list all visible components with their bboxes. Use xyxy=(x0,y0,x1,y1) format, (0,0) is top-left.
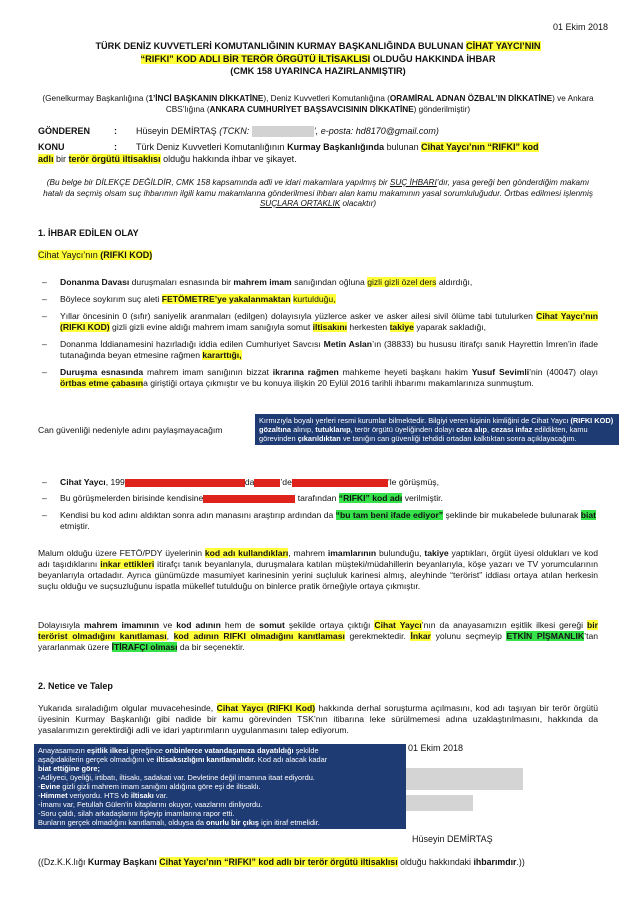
subject-text: olduğu hakkında ihbar ve şikayet. xyxy=(160,153,297,164)
subject-person-cont: adlı xyxy=(38,153,54,164)
bullet-highlight: Cihat Yaycı’nın (RIFKI KOD) xyxy=(60,311,598,332)
redacted-red xyxy=(203,495,295,503)
sender-colon: : xyxy=(114,126,117,136)
paragraph-conclusion xyxy=(38,620,598,653)
bullet-text: Yusuf Sevimli xyxy=(471,367,530,377)
paragraph-text: imamlarının xyxy=(327,548,377,558)
paragraph-text: gerekmektedir. xyxy=(344,631,411,641)
bullet-text: da xyxy=(244,477,255,487)
paragraph-highlight-green: İTİRAFÇI olması xyxy=(111,642,178,652)
bullet-text: ikrarına rağmen xyxy=(272,367,339,377)
title-line-3: (CMK 158 UYARINCA HAZIRLANMIŞTIR) xyxy=(230,66,406,77)
redacted-signature xyxy=(403,768,523,790)
paragraph-text: itirafçı tanık beyanlarıyla, duruşmalara katılan müşteki/müdahillerin beyanlarıyla, köşe yazarı ve TV yorumcularının beyanlarıyla ortadadır. Ayrıca günümüzde masumiyet karinesinin yerini suçluluk karinesi almış, aleyhinde “terörist” iddiası ortaya atılan herkesin suçlu olduğu ve suçsuzluğunu ispatla mükellef tutulduğu on binlerce pratik örneğiyle ortaya çıkmıştır. xyxy=(38,559,598,591)
recipients-text: ) gönderilmiştir) xyxy=(413,104,471,114)
sender-row xyxy=(38,126,598,138)
paragraph-text: şekilde ortaya çıktığı xyxy=(284,620,375,630)
note-text: tutuklanıp xyxy=(315,425,351,435)
note-text: -Soru çaldı, silah arkadaşlarını fişleyip imamlarına rapor etti. xyxy=(38,809,235,819)
note-text: -İmamı var, Fetullah Gülen’in kitaplarını okuyor, vaazlarını dinliyordu. xyxy=(38,800,263,810)
bullet-highlight: FETÖMETRE’ye yakalanmaktan xyxy=(161,294,291,304)
bullet-text: şeklinde bir mukabelede bulunarak xyxy=(443,510,581,520)
recipients-text: ) ve Ankara CBS’lığına ( xyxy=(165,94,594,114)
subject-line-2 xyxy=(38,154,598,166)
paragraph-text: mahrem imamının xyxy=(84,620,160,630)
paragraph-highlight: kod adının RIFKI olmadığını kanıtlaması xyxy=(173,631,345,641)
footer-text: Kurmay Başkanı xyxy=(87,857,157,867)
paragraph-highlight: Cihat Yaycı (RIFKI Kod) xyxy=(216,703,316,713)
title-subject-name: CİHAT YAYCI’NIN xyxy=(466,41,541,51)
subject-person-name: Cihat Yaycı’nın xyxy=(38,250,98,260)
note-text: cezası infaz xyxy=(491,425,533,435)
paragraph-text: somut xyxy=(259,620,285,630)
bullet-text: aldırdığı, xyxy=(436,277,473,287)
subject-office: Kurmay Başkanlığında xyxy=(287,142,385,152)
paragraph-text: ve xyxy=(159,620,177,630)
overlay-note-equality xyxy=(34,744,406,829)
bullet-text: Donanma Davası xyxy=(60,277,130,287)
paragraph-highlight: inkar ettikleri xyxy=(100,559,155,569)
paragraph-text: takiye xyxy=(424,548,449,558)
paragraph-text: Dolayısıyla xyxy=(38,620,85,630)
request-paragraph xyxy=(38,703,598,741)
list-item xyxy=(38,493,598,504)
bullet-text: mahrem imam xyxy=(233,277,292,287)
disclaimer xyxy=(38,178,598,210)
recipient-3: ANKARA CUMHURİYET BAŞSAVCISININ DİKKATİNE xyxy=(209,104,414,114)
subject-code-name: (RIFKI KOD) xyxy=(97,250,153,260)
paragraph-text: Yukarıda sıraladığım olgular muvacehesinde, xyxy=(38,703,217,713)
section-1-subject xyxy=(38,250,152,262)
note-text: Evine xyxy=(40,782,61,792)
bullet-text: Duruşma esnasında xyxy=(60,367,144,377)
sender-tckn-label: (TCKN: xyxy=(216,126,252,136)
bullet-text: Donanma İddianamesini hazırladığı iddia edilen Cumhuriyet Savcısı xyxy=(60,339,324,349)
note-text: aşağıdakilerin gerçek olmadığını ve xyxy=(38,755,157,765)
paragraph-text: hakkında derhal soruşturma açılmasını, kod adı taşıyan bir terör örgütü üyesinin Kurmay Başkanlığı gibi nadide bir kamu görevinden TSK’nın itibarına leke sürülmemesi adına uzaklaştırılmasını, hakkında da yasalarımızın gerektirdiği adli ve idari yaptırımların uygulanmasını talep ediyorum. xyxy=(38,703,598,735)
bullet-text: a girişti xyxy=(143,378,171,388)
note-text: iltisaksızlığını kanıtlamalıdır. xyxy=(156,755,256,765)
bullet-text: tarafından xyxy=(295,493,339,503)
note-text: , xyxy=(487,425,492,435)
note-text: - xyxy=(38,782,41,792)
bullet-text: Kendisi bu kod adını aldıktan sonra adın manasını araştırıp ardından da xyxy=(60,510,336,520)
list-item xyxy=(38,477,598,488)
note-text: biat ettiğine göre; xyxy=(38,764,101,774)
subject-text: bulunan xyxy=(384,142,422,152)
title-line-2: OLDUĞU HAKKINDA İHBAR xyxy=(370,53,496,64)
bullet-text: yaparak sakladığı, xyxy=(413,322,487,332)
sender-email: ’, e-posta: hd8170@gmail.com) xyxy=(313,126,439,136)
note-text: Kırmızıyla boyalı yerleri resmi kurumlar bilmektedir. Bilgiyi veren kişinin kimliğini de Cihat Yaycı xyxy=(259,416,571,425)
note-text: edildikten, kamu görevinden xyxy=(259,425,588,444)
redacted-tckn xyxy=(252,126,314,137)
signature-name: Hüseyin DEMİRTAŞ xyxy=(412,834,493,844)
recipient-1: 1’İNCİ BAŞKANIN DİKKATİNE xyxy=(148,94,264,103)
subject-colon: : xyxy=(114,142,117,152)
bullet-highlight: takiye xyxy=(389,322,414,332)
footer-text: .)) xyxy=(516,857,525,867)
subject-text: bir xyxy=(53,153,69,164)
bullet-text: sanığından oğluna xyxy=(291,277,368,287)
sender-label: GÖNDEREN xyxy=(38,126,91,136)
subject-accusation: terör örgütü iltisaklısı xyxy=(68,153,161,164)
section-1-heading: 1. İHBAR EDİLEN OLAY xyxy=(38,228,139,238)
paragraph-highlight: Cihat Yaycı xyxy=(374,620,422,630)
bullet-text: ği ortaya çıkmıştır ve bu konuya ilişkin 20 Eylül 2016 tarihli ihbarımı makamlarınıza sunmuştum. xyxy=(170,378,534,388)
bullet-text: ’de xyxy=(280,477,292,487)
paragraph-highlight: bir terörist olmadığını kanıtlaması xyxy=(38,620,599,641)
bullet-highlight: iltisakını xyxy=(312,322,348,332)
footer-text: ihbarımdır xyxy=(473,857,517,867)
paragraph-text: ’tan yararlanmak üzere xyxy=(38,631,599,652)
paragraph-text: hem de xyxy=(220,620,260,630)
paragraph-highlight: kod adı kullandıkları xyxy=(204,548,289,558)
bullet-highlight: karart xyxy=(202,350,227,360)
note-text: var. xyxy=(153,791,168,801)
disclaimer-text: (Bu belge bir DİLEKÇE DEĞİLDİR, CMK 158 kapsamında adli ve idari makamlara yapılmış bir xyxy=(46,178,390,187)
paragraph-text: ’nın da anayasamızın eşitlik ilkesi gereği xyxy=(421,620,588,630)
note-text: şekilde xyxy=(293,746,319,755)
bullet-highlight: gizli gizli özel ders xyxy=(367,277,437,287)
note-text: -Adliyeci, üyeliği, irtibatı, iltisakı, sadakati var. Devletine değil imamına itaat ediyordu. xyxy=(38,773,315,783)
paragraph-fetö xyxy=(38,548,598,592)
note-text: iltisakı xyxy=(130,791,154,801)
overlay-note-identity xyxy=(255,414,619,445)
bullet-text: Bu görüşmelerden birisinde kendisine xyxy=(60,493,204,503)
bullet-highlight: “RIFKI” kod adı xyxy=(338,493,403,503)
bullet-text: etmiştir. xyxy=(60,521,90,531)
paragraph-text: yolunu seçmeyip xyxy=(431,631,507,641)
note-text: alınıp, xyxy=(291,425,316,435)
recipients xyxy=(38,94,598,115)
note-text: gizli gizli mahrem imam sanığını aldığına göre eşi de iltisaklı. xyxy=(60,782,261,792)
paragraph-highlight-green: ETKİN PİŞMANLIK xyxy=(506,631,585,641)
note-text: veriyordu. HTS vb xyxy=(67,791,131,801)
list-item xyxy=(38,367,598,389)
paragraph-text: , xyxy=(166,631,174,641)
bullet-text: gizli gizli evine aldığı mahrem imam sanığıyla somut xyxy=(109,322,313,332)
paragraph-text: kod adının xyxy=(176,620,221,630)
recipients-text: ), Deniz Kuvvetleri Komutanlığına ( xyxy=(263,94,390,103)
safety-note: Can güvenliği nedeniyle adını paylaşmayacağım xyxy=(38,425,223,435)
recipient-2: ORAMİRAL ADNAN ÖZBAL’IN DİKKATİNE xyxy=(389,94,553,103)
list-item xyxy=(38,311,598,333)
list-item xyxy=(38,277,598,288)
footer-text: olduğu hakkındaki xyxy=(397,857,474,867)
subject-label: KONU xyxy=(38,142,65,152)
paragraph-text: Malum olduğu üzere FETÖ/PDY üyelerinin xyxy=(38,548,205,558)
redacted-red xyxy=(292,479,388,487)
bullet-text: Metin Aslan xyxy=(323,339,373,349)
bullet-text: herkesten xyxy=(347,322,390,332)
paragraph-text: bulunduğu, xyxy=(376,548,425,558)
document-date: 01 Ekim 2018 xyxy=(552,22,608,32)
bullet-text: duruşmaları esnasında bir xyxy=(129,277,234,287)
code-name-list xyxy=(38,477,598,532)
paragraph-text: yaptıkları, örgüt üyesi oldukları ve kod adı taşıdıklarını xyxy=(38,548,598,569)
disclaimer-text: ’dır, yasa gereği ben gönderdiğim makamı hatalı da seçmiş olsam suç ihbarımın ilgili kamu makamlarına gönderilmesi ihbarı alan kamu makamının yasal sorumluluğudur. Örtbas edilmesi işlenmiş xyxy=(43,178,593,198)
bullet-text: mahkeme heyeti başkanı hakim xyxy=(338,367,472,377)
title-line-1: TÜRK DENİZ KUVVETLERİ KOMUTANLIĞININ KURMAY BAŞKANLIĞINDA BULUNAN xyxy=(95,41,466,51)
section-2-heading: 2. Netice ve Talep xyxy=(38,681,113,691)
bullet-text: verilmiştir. xyxy=(402,493,443,503)
bullet-text: ’ın (38833) bu hususu itirafçı sanık Hayrettin İmren’in ifade tutanağında beyan etmesine rağmen xyxy=(60,339,598,360)
list-item xyxy=(38,339,598,361)
bullet-text: mahrem imam sanığının bizzat xyxy=(143,367,273,377)
subject-text: Türk Deniz Kuvvetleri Komutanlığının xyxy=(136,142,288,152)
note-text: (RIFKI KOD) gözaltına xyxy=(259,416,614,435)
footer-line xyxy=(38,857,608,868)
footer-text: ((Dz.K.K.lığı xyxy=(38,857,88,867)
note-text: Kod adı alacak kadar xyxy=(255,755,328,765)
note-text: ve tanığın can güvenliği tehdidi ortadan kalktıktan sonra açıklayacağım. xyxy=(340,434,577,444)
disclaimer-crime-report: SUÇ İHBARI xyxy=(389,178,437,187)
note-text: onbinlerce vatandaşımıza dayatıldığı xyxy=(164,746,294,755)
recipients-text: (Genelkurmay Başkanlığına ( xyxy=(42,94,149,103)
bullet-highlight: tığı, xyxy=(226,350,242,360)
note-text: için itiraf etmelidir. xyxy=(259,818,320,828)
sender-name: Hüseyin DEMİRTAŞ xyxy=(136,126,217,136)
note-text: ceza alıp xyxy=(456,425,487,435)
note-text: eşitlik ilkesi xyxy=(86,746,129,755)
bullet-highlight: biat xyxy=(580,510,596,520)
disclaimer-complicity: SUÇLARA ORTAKLIK xyxy=(259,199,341,208)
subject-block xyxy=(38,142,598,165)
bullet-highlight: “bu tam beni ifade ediyor” xyxy=(335,510,444,520)
redacted-red xyxy=(254,479,280,487)
note-text: Anayasamızın xyxy=(38,746,87,755)
list-item xyxy=(38,510,598,532)
signature-date: 01 Ekim 2018 xyxy=(408,743,464,753)
bullet-highlight: kurtulduğu, xyxy=(293,294,336,304)
redacted-red xyxy=(125,479,245,487)
note-text: , terör örgütü üyeliğinden dolayı xyxy=(350,425,457,435)
footer-highlight: Cihat Yaycı’nın “RIFKI” kod adlı bir terör örgütü iltisaklısı xyxy=(159,857,398,867)
document-title xyxy=(40,40,596,78)
paragraph-highlight: İnkar xyxy=(410,631,432,641)
note-text: çıkarıldıktan xyxy=(297,434,341,444)
bullet-highlight: örtbas etme çabasın xyxy=(60,378,144,388)
bullet-text: ’nin (40047) olayı xyxy=(529,367,598,377)
note-text: - xyxy=(38,791,41,801)
redacted-signature xyxy=(403,795,473,811)
allegation-list xyxy=(38,277,598,389)
note-text: gereğince xyxy=(128,746,165,755)
list-item xyxy=(38,294,598,305)
paragraph-text: , mahrem xyxy=(288,548,328,558)
paragraph-text: da bir seçenektir. xyxy=(177,642,245,652)
note-text: Himmet xyxy=(40,791,68,801)
bullet-text: , 199 xyxy=(105,477,125,487)
bullet-text: ’le görüşmüş, xyxy=(387,477,439,487)
title-subject-code: “RIFKI” KOD ADLI BİR TERÖR ÖRGÜTÜ İLTİSAKLISI xyxy=(140,53,371,64)
note-text: onurlu bir çıkış xyxy=(206,818,260,828)
subject-person: Cihat Yaycı’nın “RIFKI” kod xyxy=(421,142,539,152)
disclaimer-text: olacaktır) xyxy=(340,199,377,208)
note-text: Bunların gerçek olmadığını kanıtlamalı, olduysa da xyxy=(38,818,207,828)
bullet-text: Cihat Yaycı xyxy=(60,477,106,487)
bullet-text: Böylece soykırım suç aleti xyxy=(60,294,162,304)
bullet-text: Yıllar öncesinin 0 (sıfır) saniyelik aranmaları (edilgen) dolayısıyla yüzlerce asker ve asker ailesi sivil ölüme tabi tutulurken xyxy=(60,311,537,321)
subject-line-1 xyxy=(136,142,598,154)
